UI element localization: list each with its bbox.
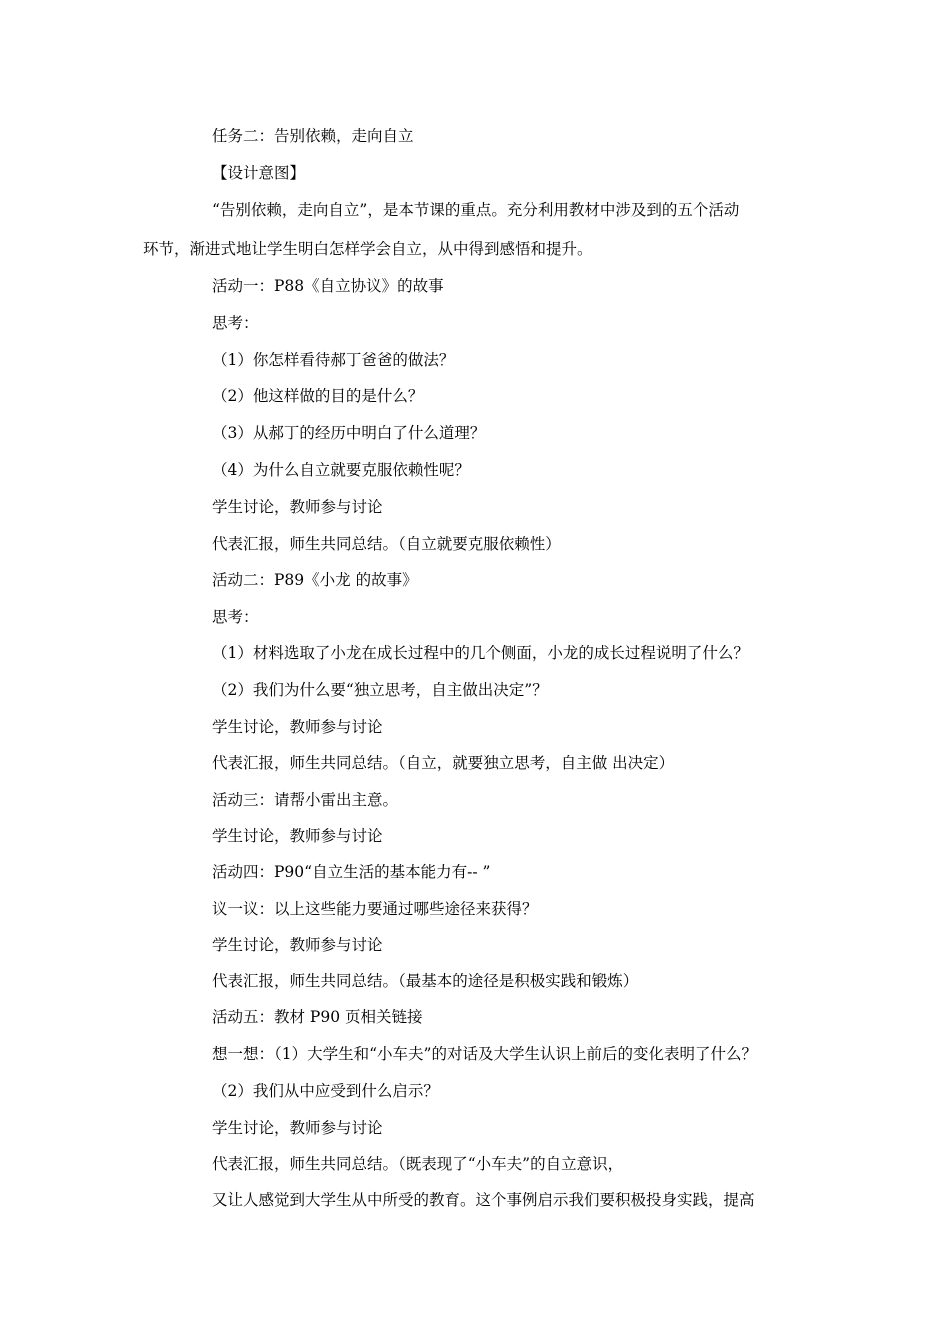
summary-5-line-1: 代表汇报，师生共同总结。（既表现了“小车夫”的自立意识， (212, 1155, 624, 1173)
discussion-3: 学生讨论，教师参与讨论 (212, 827, 383, 845)
discussion-5: 学生讨论，教师参与讨论 (212, 1119, 383, 1137)
discussion-1: 学生讨论，教师参与讨论 (212, 498, 383, 516)
activity-four-heading: 活动四：P90“自立生活的基本能力有-- ” (212, 863, 491, 881)
activity-three-heading: 活动三：请帮小雷出主意。 (212, 791, 399, 809)
activity-one-heading: 活动一：P88《自立协议》的故事 (212, 277, 444, 295)
summary-5-line-2: 又让人感觉到大学生从中所受的教育。这个事例启示我们要积极投身实践，提高 (212, 1191, 755, 1209)
discuss-prompt-4: 议一议：以上这些能力要通过哪些途径来获得？ (212, 900, 538, 918)
question-5-1: 想一想：（1）大学生和“小车夫”的对话及大学生认识上前后的变化表明了什么？ (212, 1045, 757, 1063)
question-1-3: （3）从郝丁的经历中明白了什么道理？ (212, 424, 486, 442)
intent-paragraph-line-1: “告别依赖，走向自立”，是本节课的重点。充分利用教材中涉及到的五个活动 (212, 201, 740, 219)
task-heading: 任务二：告别依赖，走向自立 (212, 127, 414, 145)
question-2-2: （2）我们为什么要“独立思考，自主做出决定”？ (212, 681, 548, 699)
intent-paragraph-line-2: 环节，渐进式地让学生明白怎样学会自立，从中得到感悟和提升。 (143, 240, 593, 258)
discussion-4: 学生讨论，教师参与讨论 (212, 936, 383, 954)
thinking-label-2: 思考： (212, 608, 259, 626)
thinking-label-1: 思考： (212, 314, 259, 332)
summary-1: 代表汇报，师生共同总结。（自立就要克服依赖性） (212, 535, 561, 553)
activity-five-heading: 活动五：教材 P90 页相关链接 (212, 1008, 423, 1026)
question-1-1: （1）你怎样看待郝丁爸爸的做法？ (212, 351, 455, 369)
question-1-4: （4）为什么自立就要克服依赖性呢？ (212, 461, 470, 479)
summary-4: 代表汇报，师生共同总结。（最基本的途径是积极实践和锻炼） (212, 972, 639, 990)
question-5-2: （2）我们从中应受到什么启示？ (212, 1082, 439, 1100)
question-2-1: （1）材料选取了小龙在成长过程中的几个侧面，小龙的成长过程说明了什么？ (212, 644, 749, 662)
question-1-2: （2）他这样做的目的是什么？ (212, 387, 424, 405)
summary-2: 代表汇报，师生共同总结。（自立，就要独立思考，自主做 出决定） (212, 754, 675, 772)
discussion-2: 学生讨论，教师参与讨论 (212, 718, 383, 736)
activity-two-heading: 活动二：P89《小龙 的故事》 (212, 571, 418, 589)
design-intent-heading: 【设计意图】 (212, 164, 306, 182)
